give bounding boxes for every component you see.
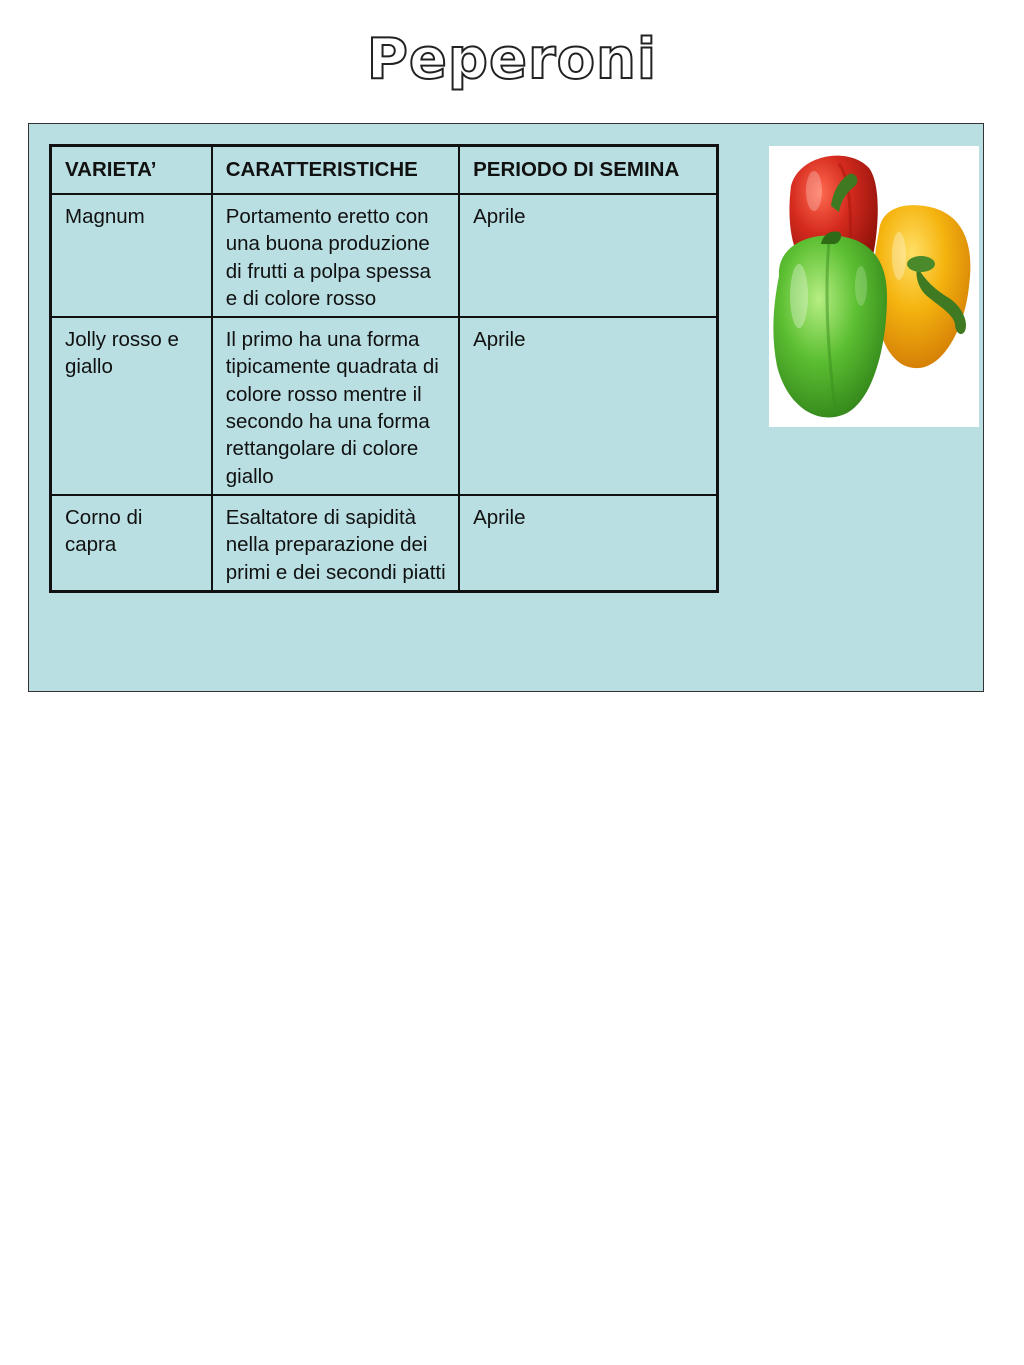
yellow-pepper-icon [873, 205, 970, 368]
header-variety: VARIETA’ [51, 146, 212, 195]
page-title: Peperoni [366, 27, 658, 92]
sowing-cell: Aprile [459, 317, 717, 495]
table-row [51, 194, 718, 317]
header-features: CARATTERISTICHE [212, 146, 459, 195]
varieties-table [49, 144, 719, 593]
peppers-photo [769, 146, 979, 427]
sowing-cell: Aprile [459, 495, 717, 591]
features-cell: Esaltatore di sapidità nella preparazione dei primi e dei secondi piatti [212, 495, 459, 591]
variety-cell: Jolly rosso e giallo [51, 317, 212, 495]
header-sowing-period: PERIODO DI SEMINA [459, 146, 717, 195]
table-row [51, 495, 718, 591]
features-cell: Portamento eretto con una buona produzione di frutti a polpa spessa e di colore rosso [212, 194, 459, 317]
peppers-illustration [769, 146, 979, 427]
table-row [51, 317, 718, 495]
table-header-row [51, 146, 718, 195]
variety-cell: Corno di capra [51, 495, 212, 591]
content-panel [28, 123, 984, 692]
green-pepper-icon [773, 232, 887, 418]
features-cell: Il primo ha una forma tipicamente quadrata di colore rosso mentre il secondo ha una forma rettangolare di colore giallo [212, 317, 459, 495]
sowing-cell: Aprile [459, 194, 717, 317]
variety-cell: Magnum [51, 194, 212, 317]
